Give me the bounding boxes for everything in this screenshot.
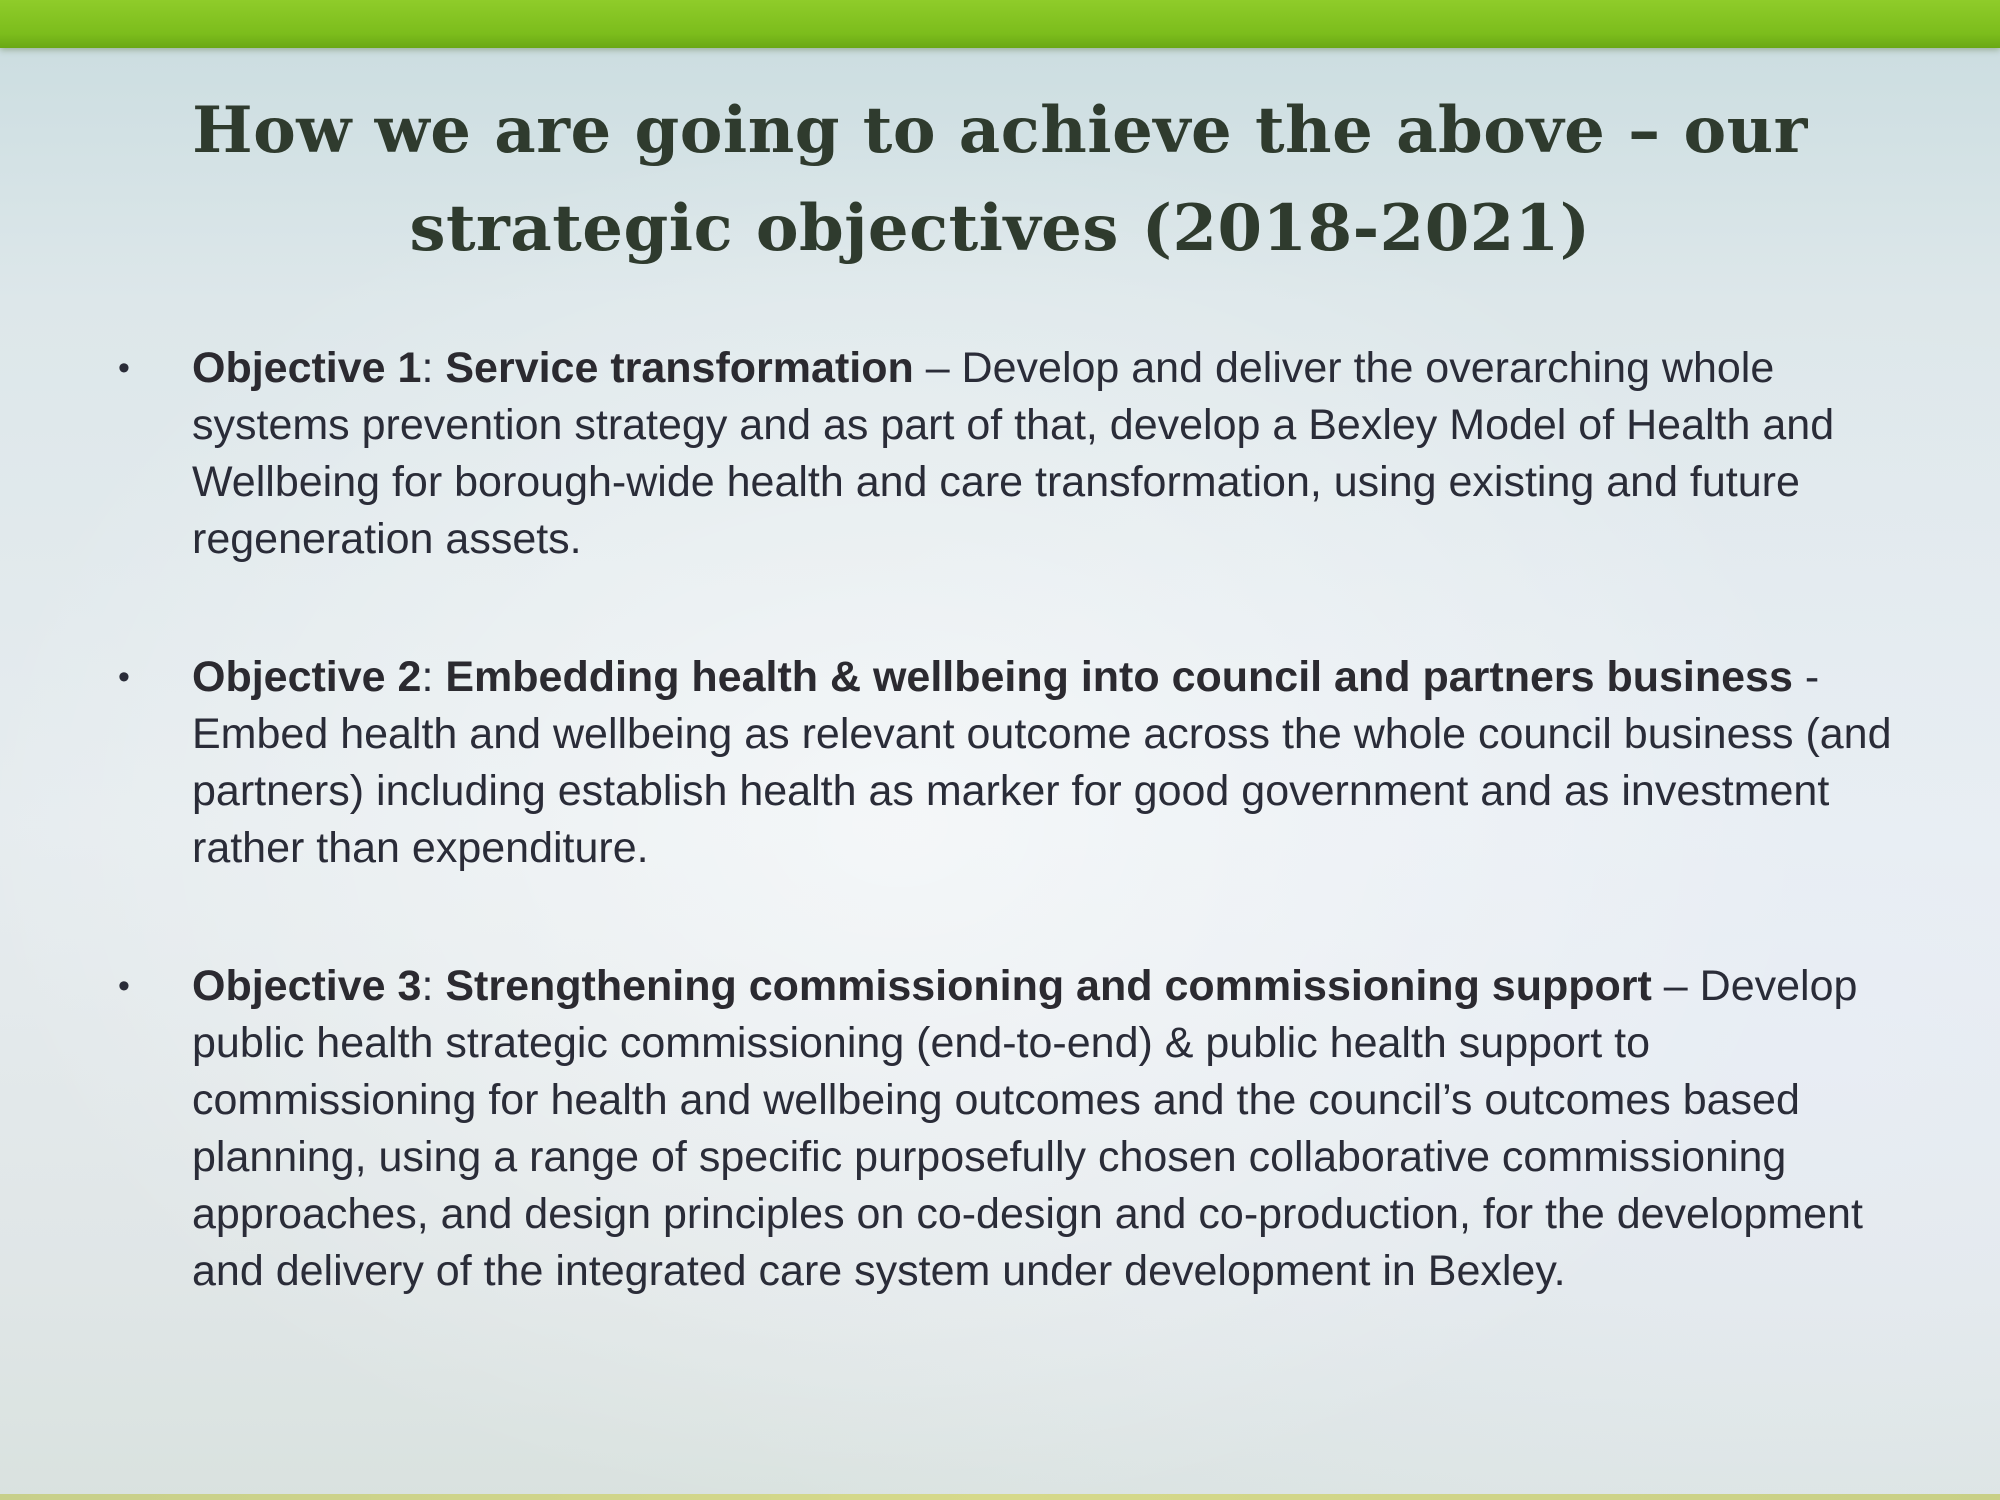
objective-heading: Embedding health & wellbeing into council and partners business — [445, 653, 1793, 701]
objective-heading: Service transformation — [445, 344, 914, 392]
slide-title: How we are going to achieve the above – our strategic objectives (2018-2021) — [192, 93, 1808, 266]
objectives-list — [110, 340, 1900, 1300]
objective-label: Objective 2 — [192, 653, 422, 701]
objective-description: - Embed health and wellbeing as relevant outcome across the whole council business (and partners) including establish health as marker for good government and as investment rather than expenditure. — [192, 653, 1892, 872]
slide-bottom-edge — [0, 1494, 2000, 1500]
objective-description: – Develop public health strategic commissioning (end-to-end) & public health support to commissioning for health and wellbeing outcomes and the council’s outcomes based planning, using a range of specific purposefully chosen collaborative commissioning approaches, and design principles on co-design and co-production, for the development and delivery of the integrated care system under development in Bexley. — [192, 962, 1863, 1295]
objective-separator: : — [421, 962, 446, 1010]
bullet-icon: • — [118, 349, 130, 387]
objective-item-3 — [110, 958, 1900, 1300]
objective-label: Objective 1 — [192, 344, 422, 392]
bullet-icon: • — [118, 967, 130, 1005]
objective-heading: Strengthening commissioning and commissioning support — [445, 962, 1652, 1010]
objective-separator: : — [421, 344, 446, 392]
objective-description: – Develop and deliver the overarching whole systems prevention strategy and as part of that, develop a Bexley Model of Health and Wellbeing for borough-wide health and care transformation, using existing and future regeneration assets. — [192, 344, 1835, 563]
objective-item-2 — [110, 649, 1900, 877]
slide-accent-bar — [0, 0, 2000, 48]
objective-separator: : — [421, 653, 446, 701]
objective-label: Objective 3 — [192, 962, 422, 1010]
objective-item-1 — [110, 340, 1900, 568]
bullet-icon: • — [118, 658, 130, 696]
